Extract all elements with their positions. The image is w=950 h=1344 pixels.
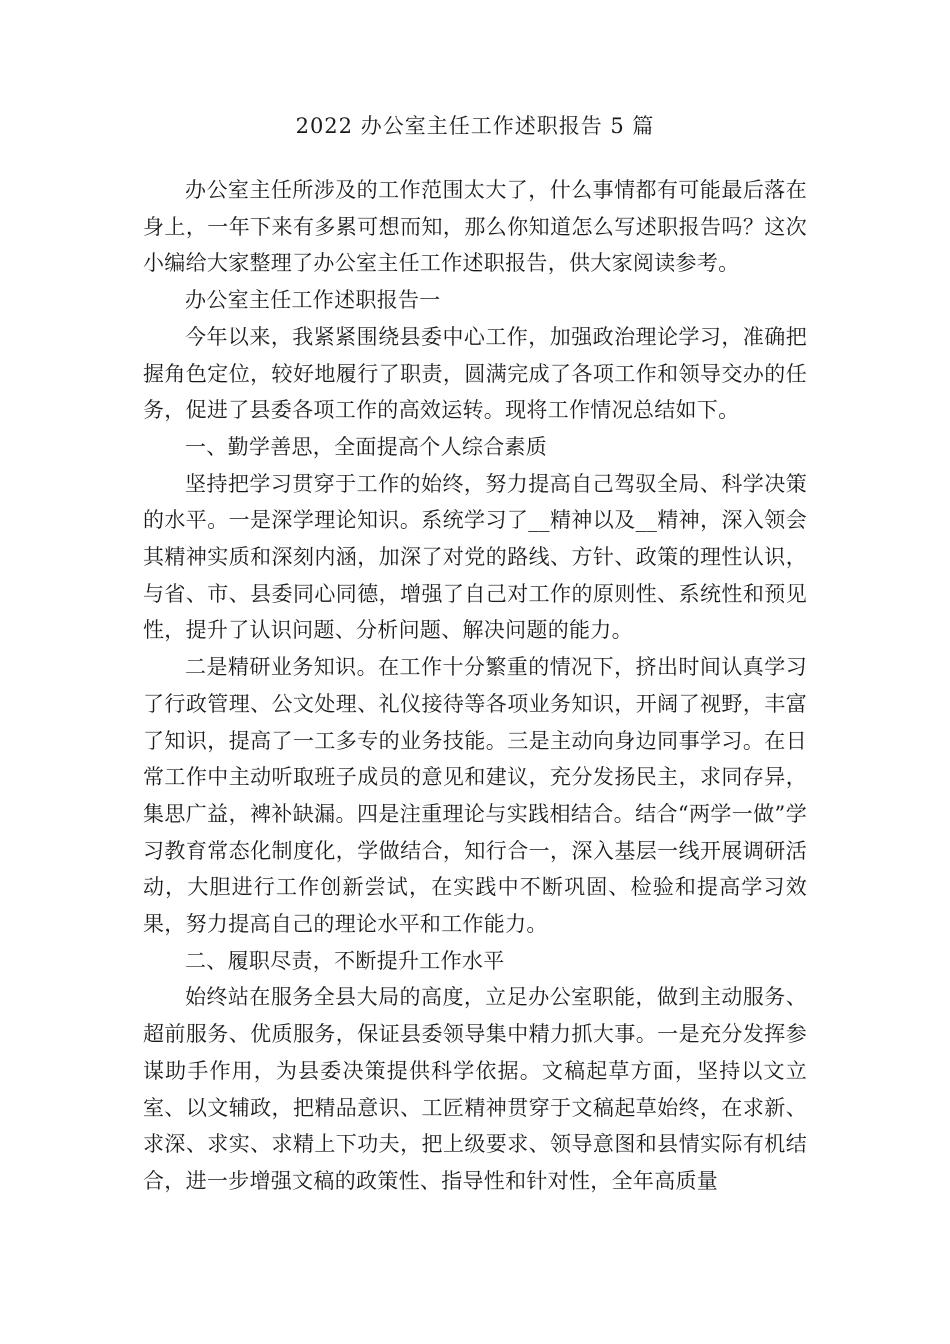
section-heading: 二、履职尽责，不断提升工作水平 xyxy=(185,948,505,973)
intro-paragraph: 办公室主任所涉及的工作范围太大了，什么事情都有可能最后落在身上，一年下来有多累可想而知，那么你知道怎么写述职报告吗？这次小编给大家整理了办公室主任工作述职报告，供大家阅读参考。 xyxy=(143,178,807,276)
body-paragraph: 坚持把学习贯穿于工作的始终，努力提高自己驾驭全局、科学决策的水平。一是深学理论知识。系统学习了__精神以及__精神，深入领会其精神实质和深刻内涵，加深了对党的路线、方针、政策的理性认识，与省、市、县委同心同德，增强了自己对工作的原则性、系统性和预见性，提升了认识问题、分析问题、解决问题的能力。 xyxy=(143,471,807,643)
body-paragraph: 二是精研业务知识。在工作十分繁重的情况下，挤出时间认真学习了行政管理、公文处理、礼仪接待等各项业务知识，开阔了视野，丰富了知识，提高了一工多专的业务技能。三是主动向身边同事学习。在日常工作中主动听取班子成员的意见和建议，充分发扬民主，求同存异，集思广益，裨补缺漏。四是注重理论与实践相结合。结合“两学一做”学习教育常态化制度化，学做结合，知行合一，深入基层一线开展调研活动，大胆进行工作创新尝试，在实践中不断巩固、检验和提高学习效果，努力提高自己的理论水平和工作能力。 xyxy=(143,655,807,937)
body-paragraph: 今年以来，我紧紧围绕县委中心工作，加强政治理论学习，准确把握角色定位，较好地履行了职责，圆满完成了各项工作和领导交办的任务，促进了县委各项工作的高效运转。现将工作情况总结如下。 xyxy=(143,324,807,423)
report-heading: 办公室主任工作述职报告一 xyxy=(185,288,441,313)
body-paragraph: 始终站在服务全县大局的高度，立足办公室职能，做到主动服务、超前服务、优质服务，保证县委领导集中精力抓大事。一是充分发挥参谋助手作用，为县委决策提供科学依据。文稿起草方面，坚持以文立室、以文辅政，把精品意识、工匠精神贯穿于文稿起草始终，在求新、求深、求实、求精上下功夫，把上级要求、领导意图和县情实际有机结合，进一步增强文稿的政策性、指导性和针对性，全年高质量 xyxy=(143,985,807,1193)
document-body xyxy=(143,172,807,1200)
section-heading: 一、勤学善思，全面提高个人综合素质 xyxy=(185,434,548,459)
document-title: 2022 办公室主任工作述职报告 5 篇 xyxy=(295,114,655,138)
